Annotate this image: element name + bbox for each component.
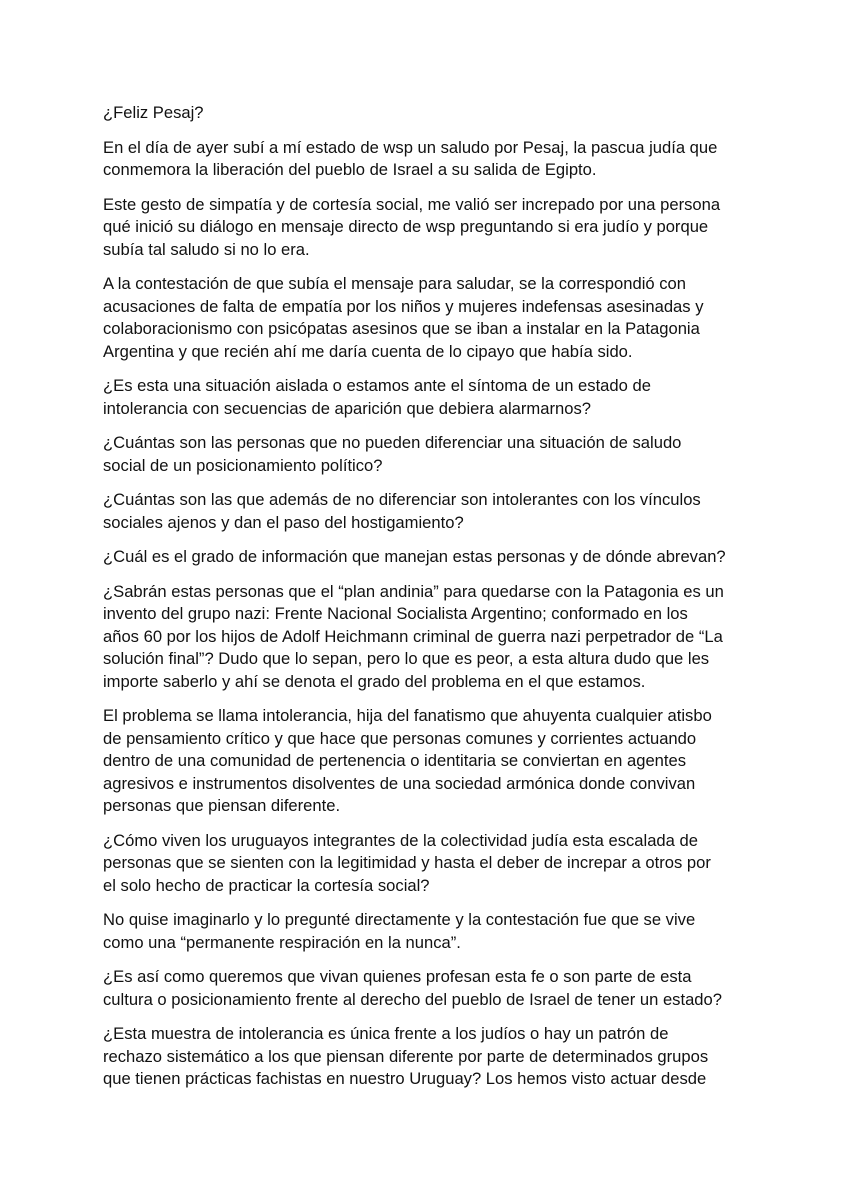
text-line: importe saberlo y ahí se denota el grado del problema en el que estamos. [103, 671, 646, 691]
text-line: ¿Esta muestra de intolerancia es única frente a los judíos o hay un patrón de [103, 1024, 669, 1043]
paragraph [103, 546, 743, 569]
text-line: subía tal saludo si no lo era. [103, 239, 310, 259]
text-line: En el día de ayer subí a mí estado de wsp un saludo por Pesaj, la pascua judía que [103, 137, 718, 157]
text-line: ¿Cuál es el grado de información que manejan estas personas y de dónde abrevan? [103, 547, 726, 566]
text-line: agresivos e instrumentos disolventes de una sociedad armónica donde convivan [103, 773, 696, 793]
paragraph [103, 137, 743, 182]
text-line: invento del grupo nazi: Frente Nacional Socialista Argentino; conformado en los [103, 604, 688, 623]
text-line: ¿Es así como queremos que vivan quienes profesan esta fe o son parte de esta [103, 967, 692, 986]
text-line: como una “permanente respiración en la nunca”. [103, 932, 461, 952]
text-line: ¿Cuántas son las personas que no pueden diferenciar una situación de saludo [103, 433, 682, 452]
text-line: años 60 por los hijos de Adolf Heichmann criminal de guerra nazi perpetrador de “La [103, 626, 723, 646]
paragraph [103, 432, 743, 477]
paragraph [103, 194, 743, 262]
text-line: ¿Cómo viven los uruguayos integrantes de la colectividad judía esta escalada de [103, 830, 698, 850]
text-line: cultura o posicionamiento frente al derecho del pueblo de Israel de tener un estado? [103, 989, 722, 1009]
text-line: conmemora la liberación del pueblo de Israel a su salida de Egipto. [103, 160, 597, 179]
text-line: ¿Cuántas son las que además de no diferenciar son intolerantes con los vínculos [103, 490, 701, 509]
paragraph [103, 375, 743, 420]
paragraph [103, 489, 743, 534]
text-line: rechazo sistemático a los que piensan diferente por parte de determinados grupos [103, 1046, 709, 1066]
text-line: dentro de una comunidad de pertenencia o identitaria se conviertan en agentes [103, 751, 687, 770]
paragraph-list [103, 137, 743, 1091]
text-line: Este gesto de simpatía y de cortesía social, me valió ser increpado por una persona [103, 194, 721, 214]
text-line: Argentina y que recién ahí me daría cuenta de lo cipayo que había sido. [103, 341, 633, 361]
text-line: No quise imaginarlo y lo pregunté directamente y la contestación fue que se vive [103, 910, 696, 929]
text-line: el solo hecho de practicar la cortesía social? [103, 875, 430, 895]
paragraph [103, 909, 743, 954]
paragraph [103, 1023, 743, 1091]
paragraph [103, 581, 743, 694]
text-line: personas que piensan diferente. [103, 796, 341, 815]
text-line: qué inició su diálogo en mensaje directo de wsp preguntando si era judío y porque [103, 217, 709, 236]
paragraph [103, 705, 743, 818]
paragraph [103, 273, 743, 363]
text-line: El problema se llama intolerancia, hija del fanatismo que ahuyenta cualquier atisbo [103, 706, 712, 725]
paragraph [103, 966, 743, 1011]
text-line: ¿Es esta una situación aislada o estamos ante el síntoma de un estado de [103, 376, 651, 395]
text-line: ¿Sabrán estas personas que el “plan andinia” para quedarse con la Patagonia es un [103, 581, 724, 601]
text-line: personas que se sienten con la legitimidad y hasta el deber de increpar a otros por [103, 853, 711, 872]
text-line: que tienen prácticas fachistas en nuestro Uruguay? Los hemos visto actuar desde [103, 1069, 707, 1088]
paragraph [103, 830, 743, 898]
text-line: acusaciones de falta de empatía por los niños y mujeres indefensas asesinadas y [103, 296, 704, 316]
text-line: sociales ajenos y dan el paso del hostigamiento? [103, 512, 464, 532]
text-line: solución final”? Dudo que lo sepan, pero lo que es peor, a esta altura dudo que les [103, 649, 710, 668]
text-line: intolerancia con secuencias de aparición que debiera alarmarnos? [103, 398, 591, 418]
document-body [103, 102, 743, 1103]
text-line: de pensamiento crítico y que hace que personas comunes y corrientes actuando [103, 728, 697, 748]
text-line: social de un posicionamiento político? [103, 455, 383, 475]
text-line: colaboracionismo con psicópatas asesinos que se iban a instalar en la Patagonia [103, 319, 700, 338]
document-title: ¿Feliz Pesaj? [103, 103, 204, 122]
text-line: A la contestación de que subía el mensaje para saludar, se la correspondió con [103, 274, 687, 293]
